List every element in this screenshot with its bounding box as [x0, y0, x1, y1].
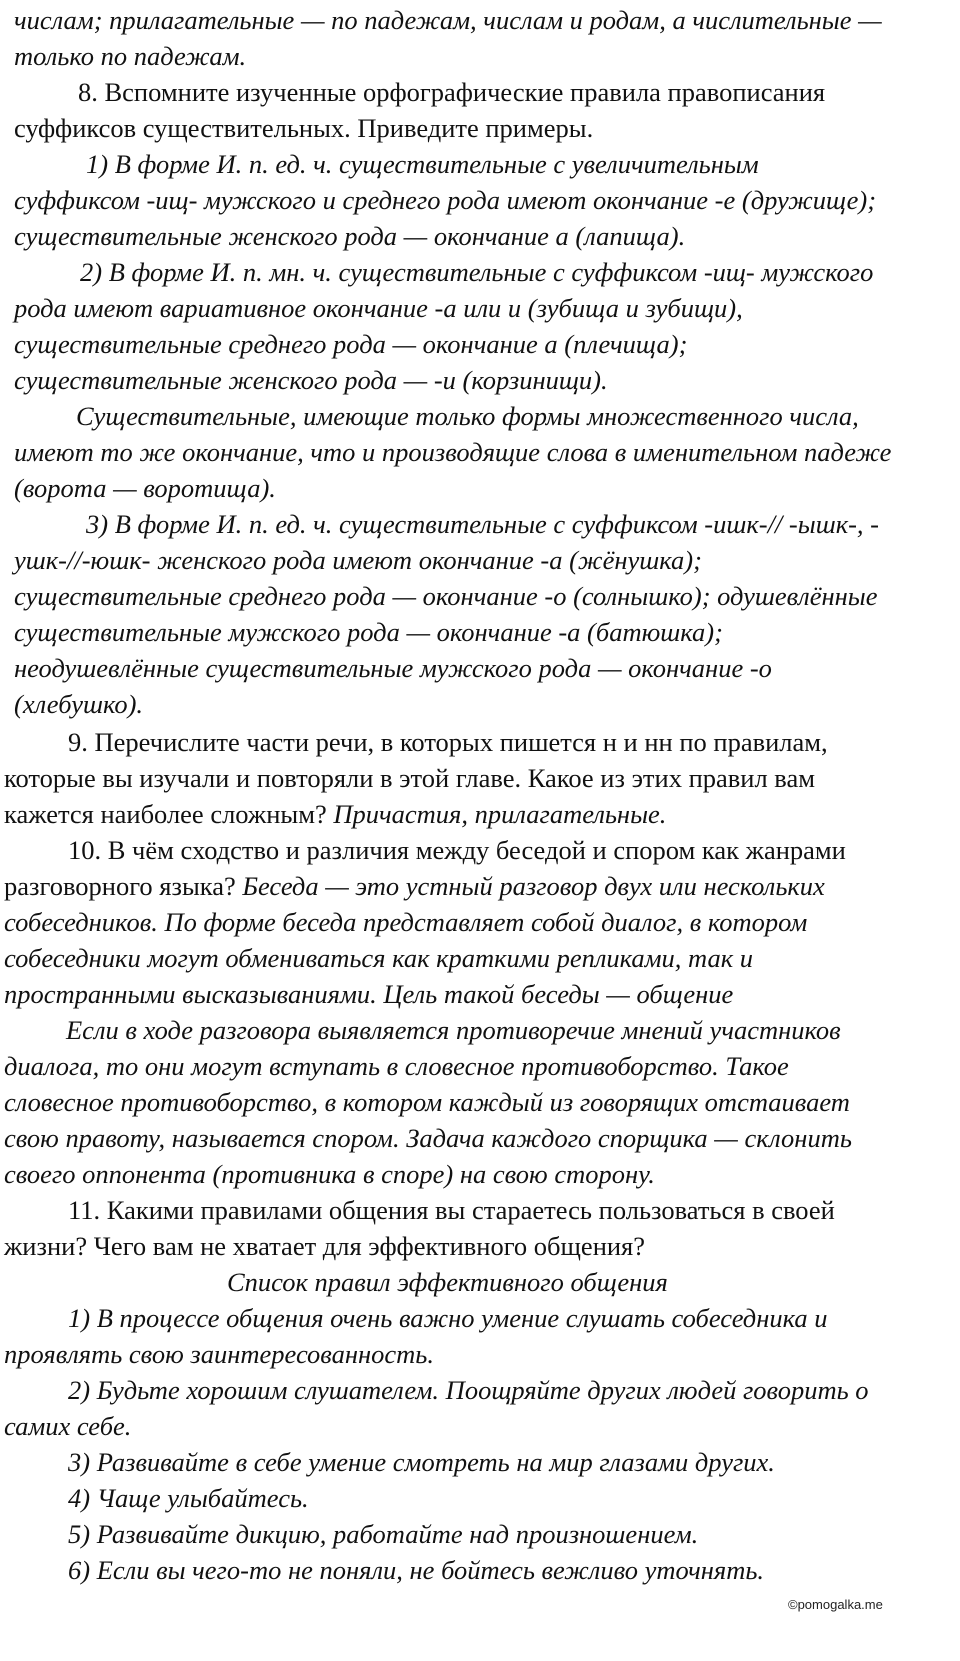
question-10-line [4, 868, 825, 904]
rule-item: проявлять свою заинтересованность. [4, 1339, 434, 1369]
answer-line: словесное противоборство, в котором каждый из говорящих отстаивает [4, 1087, 850, 1117]
answer-line: ушк-//-юшк- женского рода имеют окончание -а (жёнушка); [14, 545, 702, 575]
question-9-line: 9. Перечислите части речи, в которых пишется н и нн по правилам, [68, 727, 828, 757]
question-10-line: 10. В чём сходство и различия между беседой и спором как жанрами [68, 835, 846, 865]
answer-line: суффиксом -ищ- мужского и среднего рода имеют окончание -е (дружище); [14, 185, 877, 215]
answer-text: Причастия, прилагательные. [326, 799, 667, 829]
answer-line: своего оппонента (противника в споре) на свою сторону. [4, 1159, 655, 1189]
answer-line: диалога, то они могут вступать в словесное противоборство. Такое [4, 1051, 789, 1081]
answer-line: (ворота — воротища). [14, 473, 276, 503]
answer-line: свою правоту, называется спором. Задача каждого спорщика — склонить [4, 1123, 852, 1153]
answer-line: существительные женского рода — -и (корзинищи). [14, 365, 608, 395]
text-line: только по падежам. [14, 41, 247, 71]
question-9-line: которые вы изучали и повторяли в этой главе. Какое из этих правил вам [4, 763, 816, 793]
rule-item: 1) В процессе общения очень важно умение слушать собеседника и [68, 1303, 828, 1333]
answer-line: существительные мужского рода — окончание -а (батюшка); [14, 617, 723, 647]
answer-line: пространными высказываниями. Цель такой беседы — общение [4, 979, 734, 1009]
answer-line: существительные среднего рода — окончание -о (солнышко); одушевлённые [14, 581, 878, 611]
rule-item: 3) Развивайте в себе умение смотреть на мир глазами других. [68, 1447, 775, 1477]
question-9-line [4, 796, 666, 832]
question-8-line: 8. Вспомните изученные орфографические правила правописания [78, 77, 826, 107]
answer-line: Если в ходе разговора выявляется противоречие мнений участников [66, 1015, 841, 1045]
answer-line: существительные среднего рода — окончание а (плечища); [14, 329, 688, 359]
answer-line: (хлебушко). [14, 689, 144, 719]
rule-item: 2) Будьте хорошим слушателем. Поощряйте других людей говорить о [68, 1375, 869, 1405]
question-text: разговорного языка? [4, 871, 236, 901]
answer-line: 1) В форме И. п. ед. ч. существительные с увеличительным [86, 149, 759, 179]
answer-line: имеют то же окончание, что и производящие слова в именительном падеже [14, 437, 892, 467]
answer-text: Беседа — это устный разговор двух или нескольких [235, 871, 825, 901]
rule-item: 5) Развивайте дикцию, работайте над произношением. [68, 1519, 699, 1549]
rule-item: 4) Чаще улыбайтесь. [68, 1483, 309, 1513]
answer-line: собеседники могут обмениваться как краткими репликами, так и [4, 943, 754, 973]
question-8-line: суффиксов существительных. Приведите примеры. [14, 113, 594, 143]
question-11-line: 11. Какими правилами общения вы стараетесь пользоваться в своей [68, 1195, 835, 1225]
answer-line: рода имеют вариативное окончание -а или и (зубища и зубищи), [14, 293, 743, 323]
answer-line: существительные женского рода — окончание а (лапища). [14, 221, 686, 251]
answer-line: 2) В форме И. п. мн. ч. существительные с суффиксом -ищ- мужского [80, 257, 874, 287]
text-line: числам; прилагательные — по падежам, числам и родам, а числительные — [14, 5, 882, 35]
answer-line: 3) В форме И. п. ед. ч. существительные с суффиксом -ишк-// -ышк-, - [86, 509, 879, 539]
question-11-line: жизни? Чего вам не хватает для эффективного общения? [4, 1231, 646, 1261]
answer-line: собеседников. По форме беседа представляет собой диалог, в котором [4, 907, 808, 937]
list-heading: Список правил эффективного общения [227, 1267, 668, 1297]
question-text: кажется наиболее сложным? [4, 799, 327, 829]
watermark: ©pomogalka.me [788, 1597, 883, 1612]
answer-line: неодушевлённые существительные мужского рода — окончание -о [14, 653, 772, 683]
answer-line: Существительные, имеющие только формы множественного числа, [76, 401, 859, 431]
rule-item: самих себе. [4, 1411, 132, 1441]
rule-item: 6) Если вы чего-то не поняли, не бойтесь вежливо уточнять. [68, 1555, 765, 1585]
